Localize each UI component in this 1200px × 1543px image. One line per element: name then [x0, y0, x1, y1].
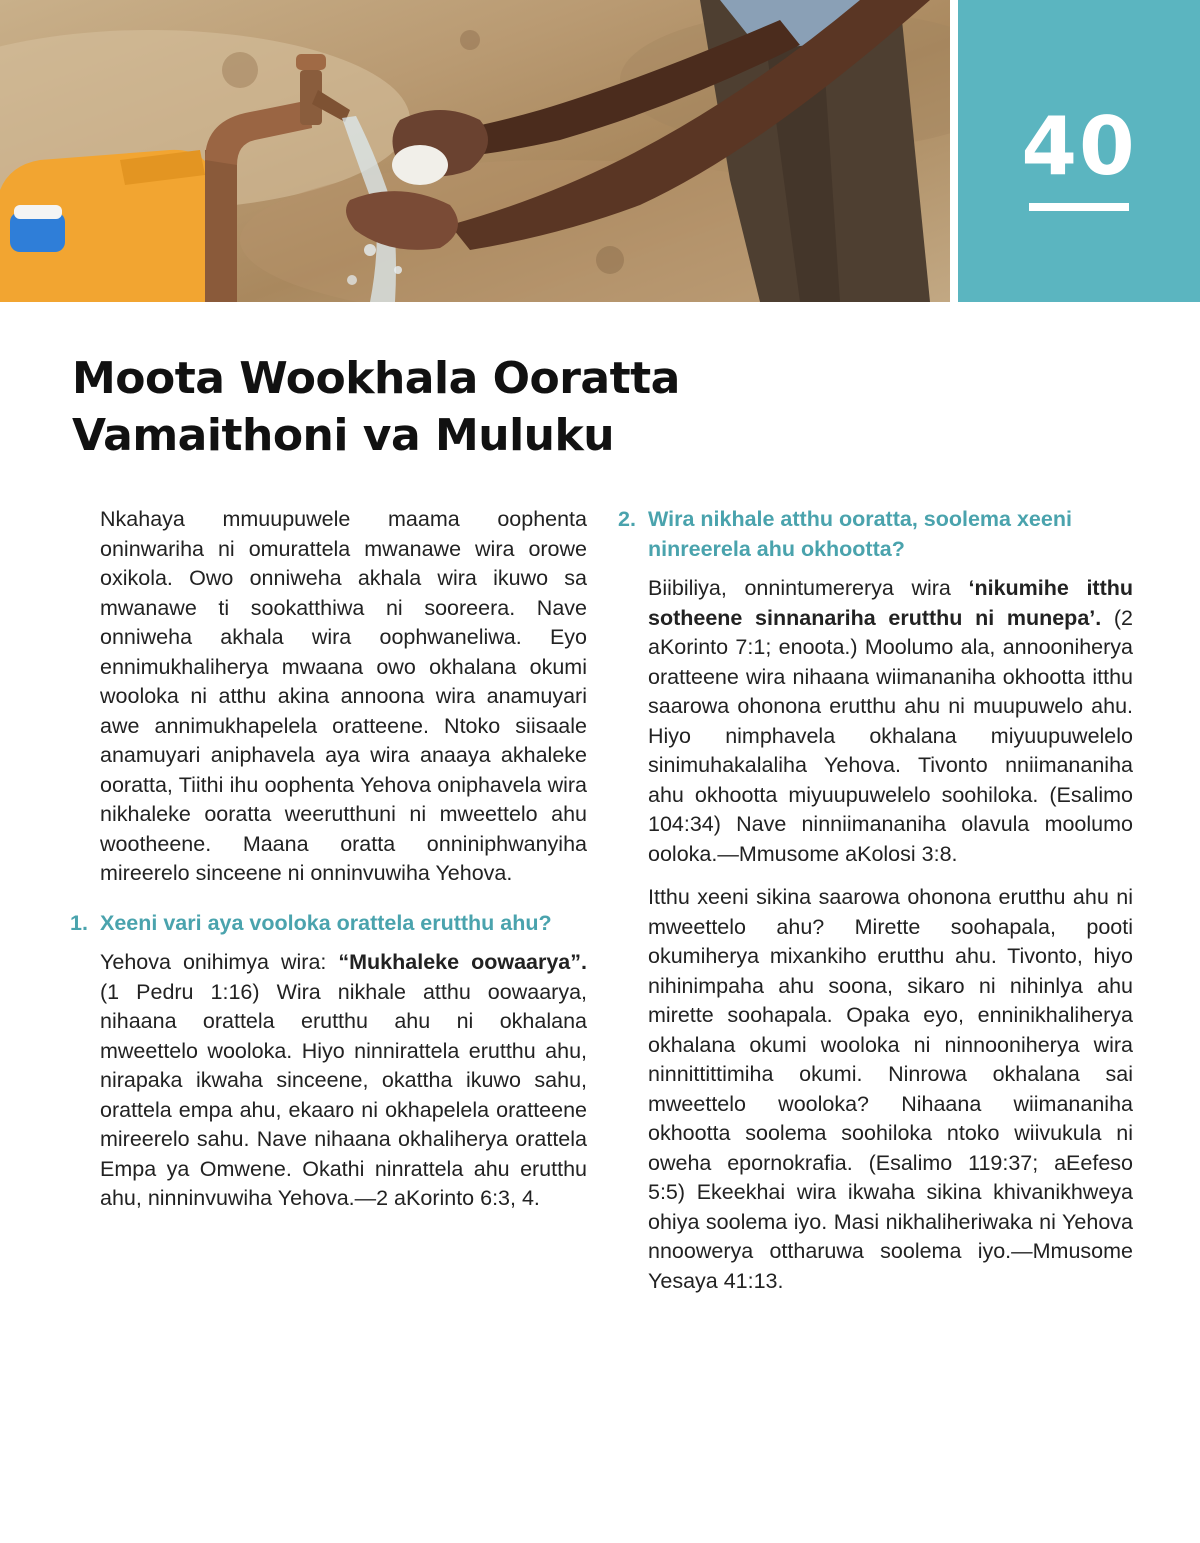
question-1-text: Xeeni vari aya vooloka orattela erutthu ahu?: [100, 910, 552, 935]
question-2-text: Wira nikhale atthu ooratta, soolema xeeni ninreerela ahu okhootta?: [648, 507, 1072, 561]
left-column: [70, 505, 587, 1228]
page-title: [72, 350, 872, 464]
section-1-paragraph: [100, 948, 587, 1214]
right-column: [618, 505, 1134, 1310]
question-2-number: 2.: [618, 507, 636, 531]
section-2-quote: ‘nikumihe itthu sotheene sinnanariha erutthu ni munepa’.: [648, 576, 1133, 630]
section-2-paragraph-1: [648, 574, 1133, 869]
section-1-quote: “Mukhaleke oowaarya”.: [338, 950, 587, 974]
section-2-paragraph-2: Itthu xeeni sikina saarowa ohonona erutthu ahu ni mweettelo ahu? Mirette soohapala, pooti okumiherya mixankiho erutthu ahu. Tivonto, hiyo nihinimpaha ahu soona, sikaro ni nihinlya ahu mirette soohapala. Opaka eyo, enninikhaliherya okhalana okumi wooloka ni ninnooniherya wira ninnittittimiha okumi. Ninrowa okhalana sai mweettelo wooloka? Nihaana wiimananiha okhootta soolema soohiloka ntoko wiivukula ni oweha epornokrafia. (Esalimo 119:37; aEefeso 5:5) Ekeekhai wira ikwaha sikina khivanikhweya ohiya soolema iyo. Masi nikhaliheriwaka ni Yehova nnoowerya ottharuwa soolema iyo.—Mmusome Yesaya 41:13.: [648, 885, 1133, 1293]
question-2: [618, 505, 1133, 564]
intro-paragraph: Nkahaya mmuupuwele maama oophenta oninwariha ni omurattela mwanawe wira orowe oxikola. Owo onniweha akhala wira ikuwo sa mwanawe ti sookatthiwa ni sooreera. Nave onniweha akhala wira oophwaneliwa. Eyo ennimukhaliherya mwaana owo okhalana okumi wooloka ni atthu akina annoona wira anamuyari awe annimukhapelela oratteene. Ntoko siisaale anamuyari aniphavela aya wira anaaya akhaleke ooratta, Tiithi ihu oophenta Yehova oniphavela wira nikhaleke ooratta weerutthuni ni mweettelo ahu wootheene. Maana oratta onniniphwanyiha mireerelo sinceene ni onninvuwiha Yehova.: [100, 507, 587, 885]
title-line-2: Vamaithoni va Muluku: [72, 410, 615, 461]
section-2-text-a: Biibiliya, onnintumererya wira: [648, 576, 969, 600]
chapter-number: 40: [1021, 100, 1137, 193]
header-photo: [0, 0, 950, 302]
question-1-number: 1.: [70, 910, 88, 935]
title-line-1: Moota Wookhala Ooratta: [72, 353, 680, 404]
section-2-text-b: (2 aKorinto 7:1; enoota.) Moolumo ala, annooniherya oratteene wira nihaana wiimananiha okhootta itthu saarowa ohonona erutthu ahu ni muupuwelo ahu. Hiyo nimphavela okhalana miyuupuwelelo sinimuhakalaliha Yehova. Tivonto nniimananiha ahu okhootta miyuupuwelelo soohiloka. (Esalimo 104:34) Nave ninniimananiha olavula moolumo ooloka.—Mmusome aKolosi 3:8.: [648, 605, 1134, 866]
chapter-underline: [1029, 203, 1129, 211]
section-1-text-b: (1 Pedru 1:16) Wira nikhale atthu oowaarya, nihaana orattela erutthu ahu ni okhalana mweettelo wooloka. Hiyo ninnirattela erutthu ahu, nirapaka ikwaha sinceene, okattha ikuwo sahu, orattela empa ahu, ekaaro ni okhapelela oratteene mireerelo sahu. Nave nihaana okhaliherya orattela Empa ya Omwene. Okathi ninrattela ahu erutthu ahu, ninninvuwiha Yehova.—2 aKorinto 6:3, 4.: [100, 979, 587, 1210]
chapter-badge: [958, 0, 1200, 302]
hand-washing-illustration: [0, 0, 950, 302]
question-1: [70, 909, 587, 939]
section-1-text-a: Yehova onihimya wira:: [100, 950, 339, 974]
